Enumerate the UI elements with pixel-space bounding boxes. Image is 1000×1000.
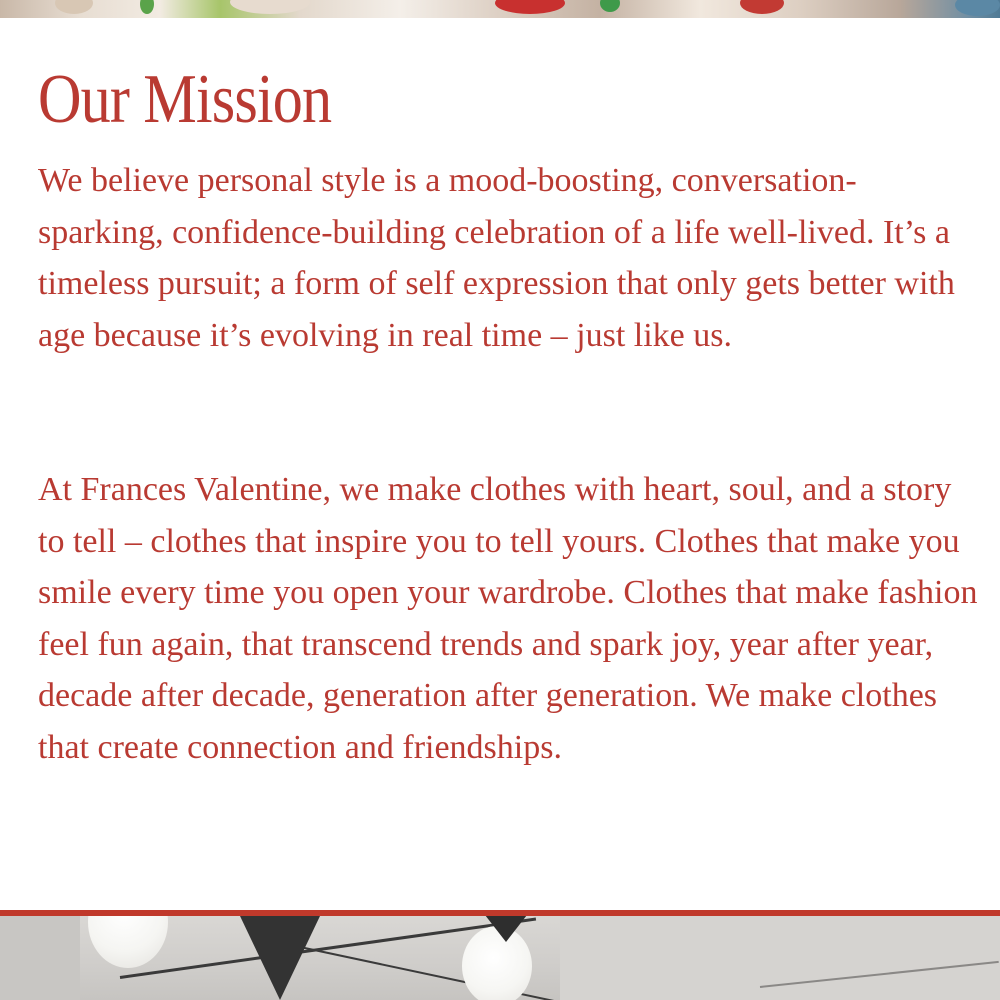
photo-detail — [55, 0, 93, 14]
mission-paragraph-1: We believe personal style is a mood-boosting, conversation-sparking, confidence-building celebration of a life well-lived. It’s a timeless pursuit; a form of self expression that only gets better with age because it’s evolving in real time – just like us. — [38, 162, 955, 354]
lamp-shade — [478, 916, 534, 942]
mission-section — [0, 18, 1000, 910]
photo-detail — [600, 0, 620, 12]
photo-detail — [140, 0, 154, 14]
photo-detail — [740, 0, 784, 14]
lamp-shade — [240, 916, 320, 1000]
photo-detail — [560, 916, 1000, 1000]
mission-title: Our Mission — [38, 61, 332, 138]
mission-paragraph-2: At Frances Valentine, we make clothes with heart, soul, and a story to tell – clothes that inspire you to tell yours. Clothes that make you smile every time you open your wardrobe. Clothes that make fashion feel fun again, that transcend trends and spark joy, year after year, decade after decade, generation after generation. We make clothes that create connection and friendships. — [38, 471, 978, 766]
photo-detail — [230, 0, 310, 14]
photo-detail — [955, 0, 1000, 16]
lamp-bulb — [88, 916, 168, 968]
photo-detail — [0, 916, 80, 1000]
photo-detail — [495, 0, 565, 14]
top-photo — [0, 0, 1000, 18]
bottom-photo — [0, 916, 1000, 1000]
